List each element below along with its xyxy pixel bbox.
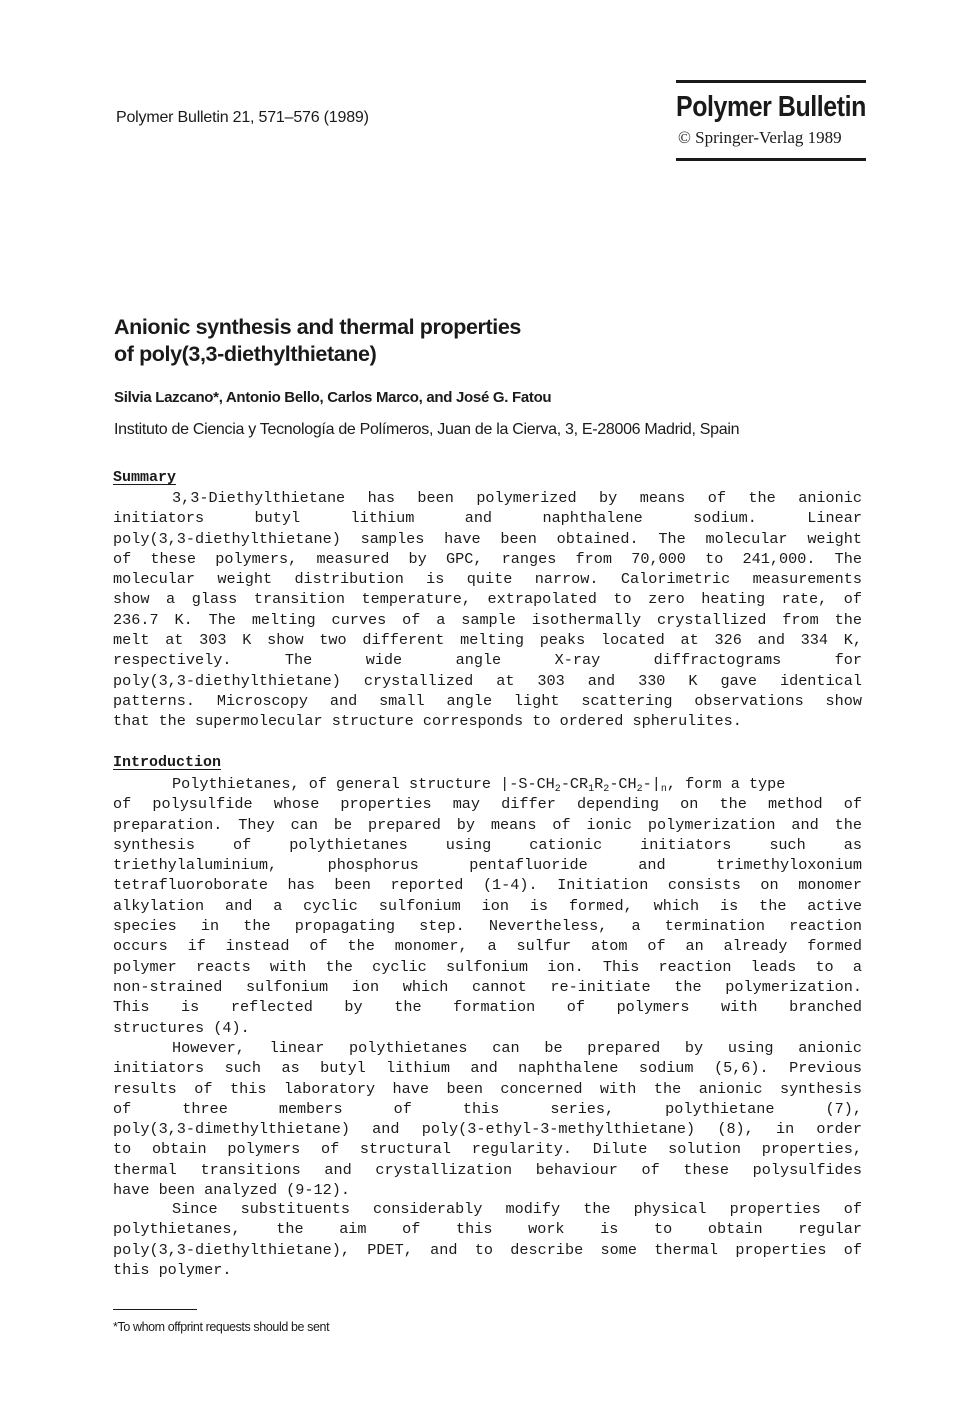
introduction-paragraph-3 <box>113 1199 862 1280</box>
text-line: initiators butyl lithium and naphthalene sodium. Linear <box>113 509 862 528</box>
journal-brand-block <box>676 80 866 161</box>
text-line: However, linear polythietanes can be prepared by using anionic <box>172 1039 862 1057</box>
text-line: synthesis of polythietanes using cationic initiators such as <box>113 835 862 854</box>
summary-body <box>113 488 862 732</box>
introduction-heading: Introduction <box>113 754 222 771</box>
text-line: polymer reacts with the cyclic sulfonium ion. This reaction leads to a <box>113 957 862 976</box>
text-line: patterns. Microscopy and small angle light scattering observations show <box>113 691 862 710</box>
footnote: *To whom offprint requests should be sent <box>113 1320 330 1334</box>
text-line: structures (4). <box>113 1018 250 1037</box>
affiliation: Instituto de Ciencia y Tecnología de Polímeros, Juan de la Cierva, 3, E-28006 Madrid, Spain <box>114 421 740 438</box>
text-line: This is reflected by the formation of polymers with branched <box>113 998 862 1017</box>
text-line: poly(3,3-diethylthietane) crystallized at 303 and 330 K gave identical <box>113 671 862 690</box>
text-line: of these polymers, measured by GPC, ranges from 70,000 to 241,000. The <box>113 549 862 568</box>
structure-formula: $|-S-CH_2-CR_1R_2-CH_2-|_n$ <box>500 775 667 795</box>
text-line: initiators such as butyl lithium and naphthalene sodium (5,6). Previous <box>113 1059 862 1078</box>
text-line: occurs if instead of the monomer, a sulfur atom of an already formed <box>113 937 862 956</box>
text-line: molecular weight distribution is quite narrow. Calorimetric measurements <box>113 570 862 589</box>
introduction-paragraph-2 <box>113 1038 862 1200</box>
text-line: 236.7 K. The melting curves of a sample isothermally crystallized from the <box>113 610 862 629</box>
summary-heading: Summary <box>113 469 177 486</box>
text-line: this polymer. <box>113 1260 232 1279</box>
text-line: respectively. The wide angle X-ray diffractograms for <box>113 651 862 670</box>
brand-top-rule <box>676 80 866 83</box>
formula-line <box>113 774 862 794</box>
text-line: of polysulfide whose properties may differ depending on the method of <box>113 795 862 814</box>
formula-trail: , form a type <box>666 775 786 793</box>
footnote-rule <box>113 1309 197 1310</box>
text-line: triethylaluminium, phosphorus pentafluoride and trimethyloxonium <box>113 856 862 875</box>
title-line-2: of poly(3,3-diethylthietane) <box>114 342 377 366</box>
text-line: alkylation and a cyclic sulfonium ion is formed, which is the active <box>113 896 862 915</box>
text-line: of three members of this series, polythietane (7), <box>113 1099 862 1118</box>
text-line: poly(3,3-diethylthietane) samples have been obtained. The molecular weight <box>113 529 862 548</box>
text-line: show a glass transition temperature, extrapolated to zero heating rate, of <box>113 590 862 609</box>
text-line: Since substituents considerably modify the physical properties of <box>172 1200 862 1218</box>
text-line: preparation. They can be prepared by means of ionic polymerization and the <box>113 815 862 834</box>
journal-citation: Polymer Bulletin 21, 571–576 (1989) <box>116 109 369 126</box>
introduction-paragraph-1 <box>113 774 862 1038</box>
text-line: tetrafluoroborate has been reported (1-4). Initiation consists on monomer <box>113 876 862 895</box>
journal-name: Polymer Bulletin <box>676 91 866 123</box>
text-line: non-strained sulfonium ion which cannot re-initiate the polymerization. <box>113 977 862 996</box>
text-line: melt at 303 K show two different melting peaks located at 326 and 334 K, <box>113 631 862 650</box>
text-line: poly(3,3-dimethylthietane) and poly(3-ethyl-3-methylthietane) (8), in order <box>113 1120 862 1139</box>
text-line: to obtain polymers of structural regularity. Dilute solution properties, <box>113 1140 862 1159</box>
text-line: polythietanes, the aim of this work is to obtain regular <box>113 1220 862 1239</box>
text-line: that the supermolecular structure corresponds to ordered spherulites. <box>113 712 742 731</box>
formula-lead: Polythietanes, of general structure <box>172 775 501 793</box>
brand-bottom-rule <box>676 158 866 161</box>
text-line: 3,3-Diethylthietane has been polymerized by means of the anionic <box>172 489 862 507</box>
text-line: results of this laboratory have been concerned with the anionic synthesis <box>113 1079 862 1098</box>
copyright-notice: © Springer-Verlag 1989 <box>678 128 842 147</box>
text-line: thermal transitions and crystallization behaviour of these polysulfides <box>113 1160 862 1179</box>
title-line-1: Anionic synthesis and thermal properties <box>114 315 521 339</box>
author-list: Silvia Lazcano*, Antonio Bello, Carlos Marco, and José G. Fatou <box>114 389 552 406</box>
text-line: species in the propagating step. Nevertheless, a termination reaction <box>113 917 862 936</box>
text-line: poly(3,3-diethylthietane), PDET, and to describe some thermal properties of <box>113 1240 862 1259</box>
article-title <box>114 314 521 368</box>
text-line: have been analyzed (9-12). <box>113 1181 350 1200</box>
